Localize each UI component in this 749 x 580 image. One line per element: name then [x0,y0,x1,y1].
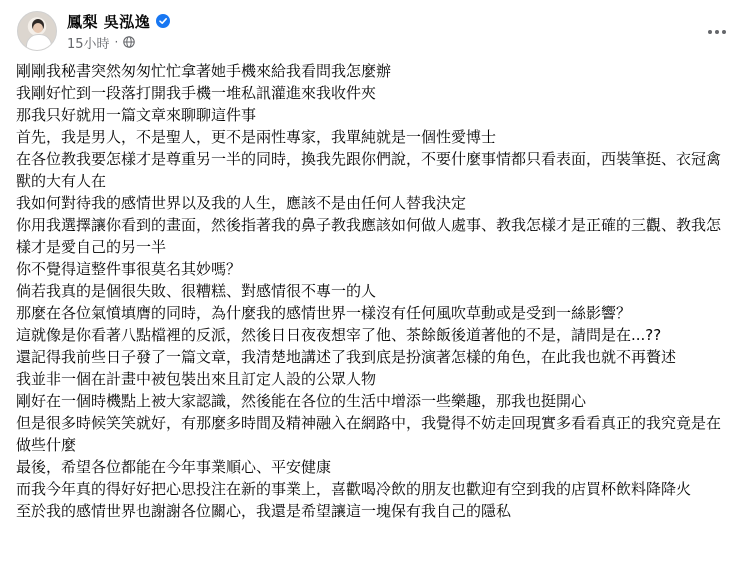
post-line: 這就像是你看著八點檔裡的反派，然後日日夜夜想宰了他、茶餘飯後道著他的不是，請問是在...?? [16,326,662,344]
more-horizontal-icon [708,30,712,34]
post-line: 我並非一個在計畫中被包裝出來且訂定人設的公眾人物 [16,370,377,388]
post-line: 最後，希望各位都能在今年事業順心、平安健康 [16,458,332,476]
post-line: 我如何對待我的感情世界以及我的人生，應該不是由任何人替我決定 [16,194,467,212]
post-line: 在各位教我要怎樣才是尊重另一半的同時，換我先跟你們說，不要什麼事情都只看表面，西裝筆挺、衣冠禽獸的大有人在 [16,150,722,190]
post-line: 那麼在各位氣憤填膺的同時，為什麼我的感情世界一樣沒有任何風吹草動或是受到一絲影響？ [16,304,632,322]
post-line: 我剛好忙到一段落打開我手機一堆私訊灌進來我收件夾 [16,84,377,102]
author-name[interactable]: 鳳梨 吳泓逸 [67,12,151,31]
post-meta [67,11,170,51]
author-avatar[interactable] [17,11,57,51]
more-horizontal-icon [715,30,719,34]
post-timestamp[interactable]: 15小時 [67,36,110,52]
post-line: 而我今年真的得好好把心思投注在新的事業上，喜歡喝冷飲的朋友也歡迎有空到我的店買杯飲料降降火 [16,480,692,498]
post-line: 首先，我是男人，不是聖人，更不是兩性專家，我單純就是一個性愛博士 [16,128,497,146]
post-header [17,10,170,52]
post-line: 至於我的感情世界也謝謝各位關心，我還是希望讓這一塊保有我自己的隱私 [16,502,512,520]
post-line: 剛剛我秘書突然匆匆忙忙拿著她手機來給我看問我怎麼辦 [16,62,392,80]
post-line: 那我只好就用一篇文章來聊聊這件事 [16,106,257,124]
post-line: 還記得我前些日子發了一篇文章，我清楚地講述了我到底是扮演著怎樣的角色，在此我也就不再贅述 [16,348,677,366]
post-line: 但是很多時候笑笑就好，有那麼多時間及精神融入在網路中，我覺得不妨走回現實多看看真正的我究竟是在做些什麼 [16,414,722,454]
more-options-button[interactable] [699,14,735,50]
more-horizontal-icon [722,30,726,34]
post-line: 倘若我真的是個很失敗、很糟糕、對感情很不專一的人 [16,282,377,300]
post-sub-row [67,33,170,51]
author-name-row [67,11,170,31]
verified-badge-icon [156,14,170,28]
post-line: 剛好在一個時機點上被大家認識，然後能在各位的生活中增添一些樂趣，那我也挺開心 [16,392,587,410]
post-body [16,60,732,522]
avatar-face-shape [33,23,43,33]
separator-dot: · [114,35,119,49]
post-line: 你不覺得這整件事很莫名其妙嗎？ [16,260,242,278]
avatar-body-shape [26,34,52,51]
globe-icon[interactable] [123,33,135,52]
post-line: 你用我選擇讓你看到的畫面，然後指著我的鼻子教我應該如何做人處事、教我怎樣才是正確的三觀、教我怎樣才是愛自己的另一半 [16,216,722,256]
